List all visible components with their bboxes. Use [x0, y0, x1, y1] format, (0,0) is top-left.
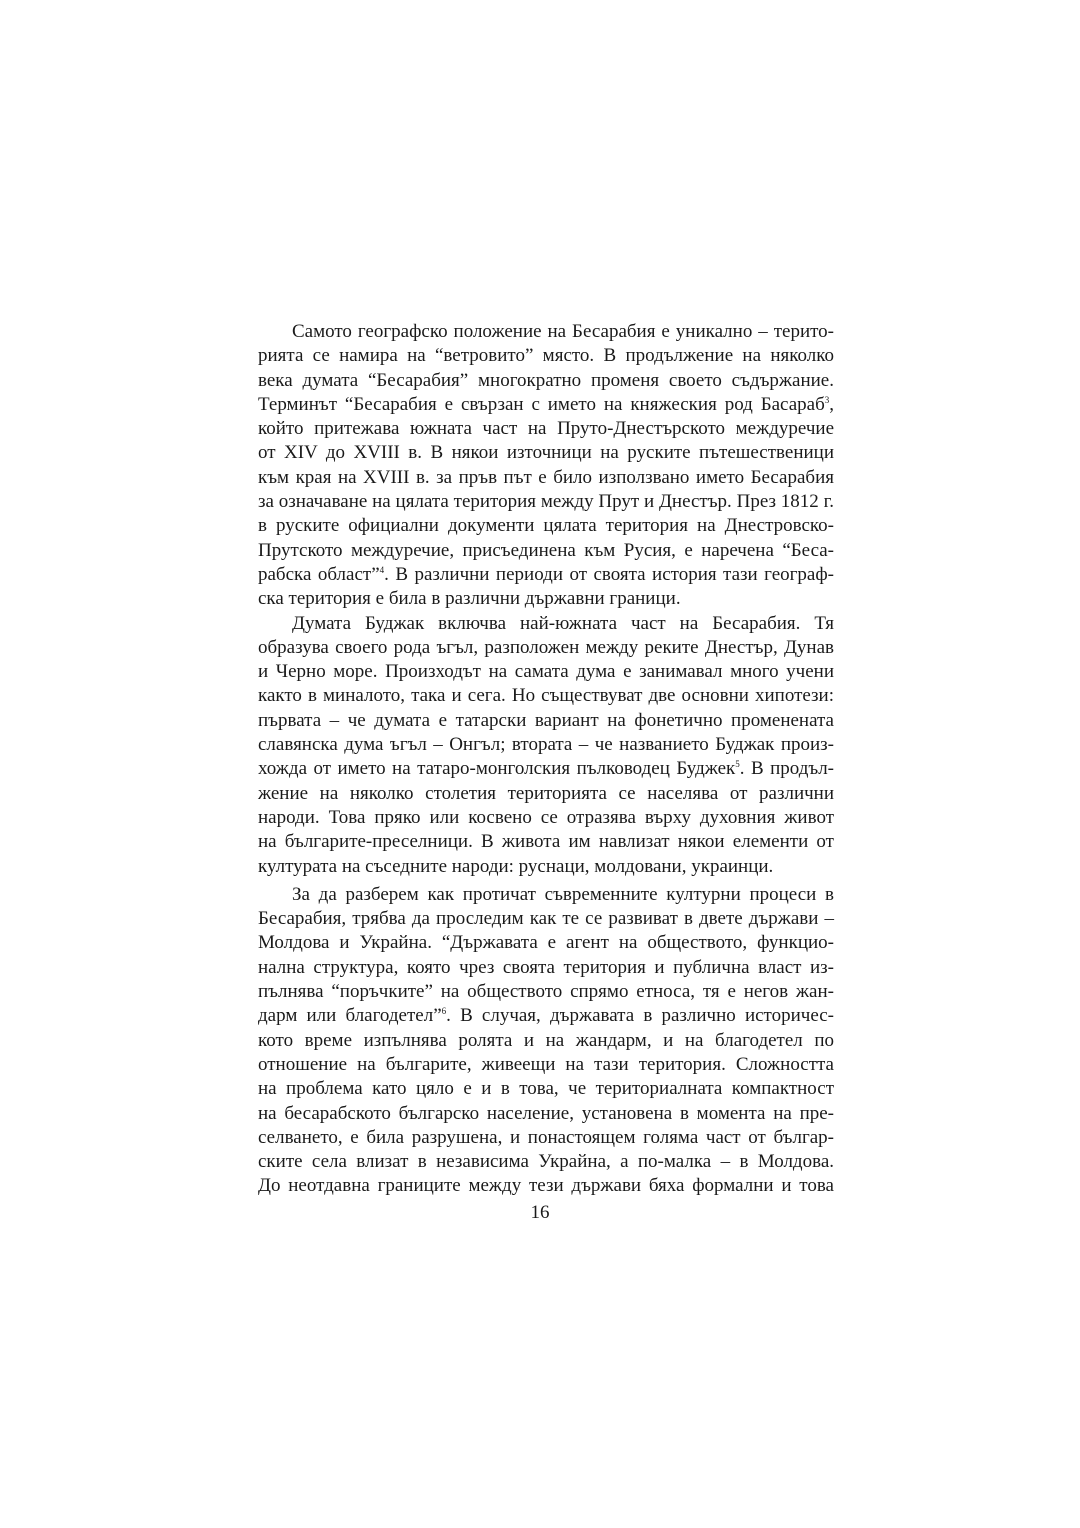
text-line: селването, е била разрушена, и понастоящем голяма част от българ- [258, 1126, 834, 1148]
text-line: който притежава южната част на Пруто-Днестърското междуречие [258, 418, 834, 440]
text-line [258, 1004, 834, 1028]
text-line [258, 563, 834, 587]
text-line: Думата Буджак включва най-южната част на Бесарабия. Тя [292, 612, 834, 634]
text-line [258, 757, 834, 781]
text-line: от XIV до XVIII в. В някои източници на руските пътешественици [258, 442, 834, 464]
paragraph-bessarabia [258, 320, 834, 612]
text-line: образува своего рода ъгъл, разположен между реките Днестър, Дунав [258, 636, 834, 658]
text-line: пълнява “поръчките” на обществото спрямо етноса, тя е негов жан- [258, 981, 834, 1003]
footnote-ref-4: 4 [379, 564, 385, 575]
text-line: ска територия е била в различни държавни граници. [258, 588, 681, 610]
paragraph-budzhak [258, 612, 834, 879]
text-line: За да разберем как протичат съвременните културни процеси в [292, 883, 834, 905]
footnote-ref-6: 6 [441, 1006, 447, 1017]
text-line: както в миналото, така и сега. Но съществуват две основни хипотези: [258, 685, 834, 707]
footnote-ref-3: 3 [824, 394, 830, 405]
text-line: за означаване на цялата територия между Прут и Днестър. През 1812 г. [258, 491, 834, 513]
text-line: на проблема като цяло е и в това, че териториалната компактност [258, 1078, 834, 1100]
text-line: славянска дума ъгъл – Онгъл; втората – че названието Буджак произ- [258, 734, 834, 756]
body-text [258, 320, 834, 1199]
text-line: Бесарабия, трябва да проследим как те се развиват в двете държави – [258, 908, 834, 930]
text-line: До неотдавна границите между тези държави бяха формални и това [258, 1175, 834, 1197]
text-line: първата – че думата е татарски вариант на фонетично променената [258, 709, 834, 731]
text-line: отношение на българите, живеещи на тази територия. Сложността [258, 1053, 834, 1075]
text-segment: . В случая, държавата в различно историчес- [446, 1005, 834, 1027]
text-line: културата на съседните народи: руснаци, молдовани, украинци. [258, 855, 774, 877]
paragraph-cultural-processes [258, 883, 834, 1199]
text-line: жение на няколко столетия територията се населява от различни [258, 782, 834, 804]
text-line: рията се намира на “ветровито” място. В продължение на няколко [258, 345, 834, 367]
text-segment: дарм или благодетел” [258, 1005, 442, 1027]
text-segment: рабска област” [258, 563, 380, 585]
text-line: в руските официални документи цялата територия на Днестровско- [258, 515, 834, 537]
text-line: ските села влизат в независима Украйна, а по-малка – в Молдова. [258, 1151, 834, 1173]
text-segment: хожда от името на татаро-монголския пълководец Буджек [258, 758, 736, 780]
text-line: Молдова и Украйна. “Държавата е агент на обществото, функцио- [258, 932, 834, 954]
text-line: към края на XVIII в. за пръв път е било използвано името Бесарабия [258, 466, 834, 488]
text-line: и Черно море. Произходът на самата дума е занимавал много учени [258, 661, 834, 683]
text-segment: . В различни периоди от своята история тази географ- [384, 563, 834, 585]
text-line [258, 393, 834, 417]
text-line: народи. Това пряко или косвено се отразява върху духовния живот [258, 806, 834, 828]
text-segment: . В продъл- [739, 758, 835, 780]
text-line: Прутското междуречие, присъединена към Русия, е наречена “Беса- [258, 539, 834, 561]
text-line: Самото географско положение на Бесарабия е уникално – терито- [292, 321, 834, 342]
text-line: на българите-преселници. В живота им навлизат някои елементи от [258, 831, 834, 853]
text-line: на бесарабското българско население, установена в момента на пре- [258, 1102, 834, 1124]
footnote-ref-5: 5 [735, 759, 740, 770]
text-line: кото време изпълнява ролята и на жандарм, и на благодетел по [258, 1029, 834, 1051]
text-segment: Терминът “Бесарабия е свързан с името на княжеския род Басараб [258, 393, 825, 415]
page-number: 16 [530, 1202, 550, 1223]
text-line: века думата “Бесарабия” многократно променя своето съдържание. [258, 369, 834, 391]
text-line: нална структура, която чрез своята територия и публична власт из- [258, 956, 834, 978]
text-segment: , [829, 393, 834, 415]
